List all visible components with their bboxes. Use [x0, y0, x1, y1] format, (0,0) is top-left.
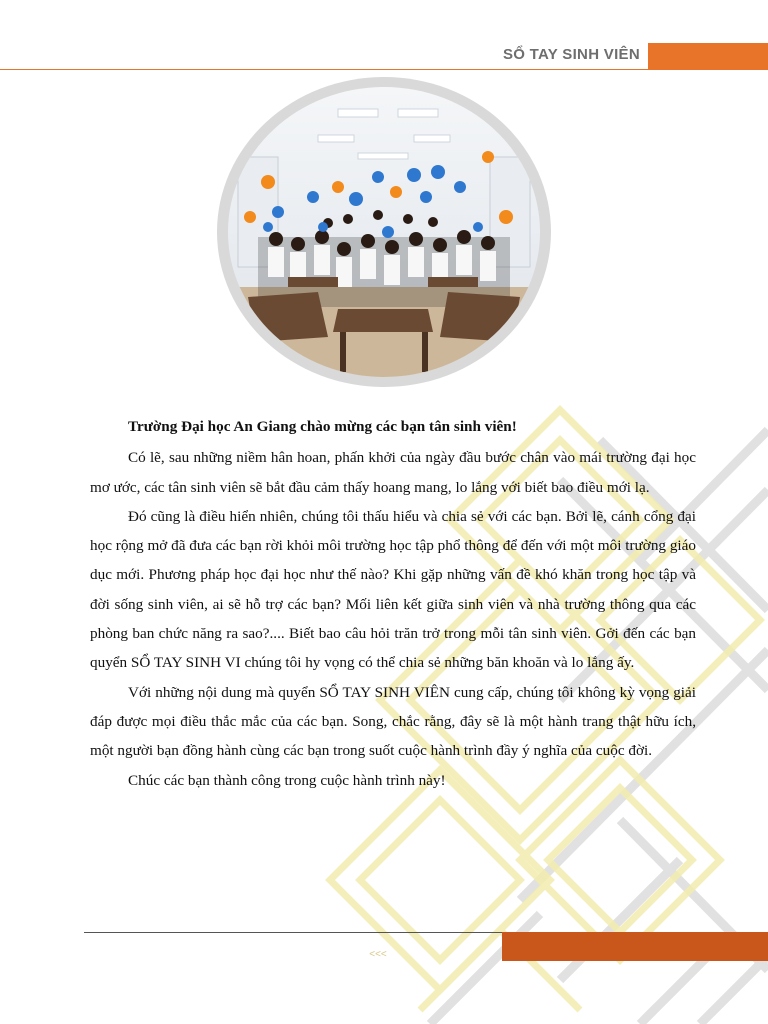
paragraph-4: Chúc các bạn thành công trong cuộc hành trình này!: [128, 771, 446, 789]
footer-accent-bar: [502, 932, 768, 961]
welcome-heading: Trường Đại học An Giang chào mừng các bạn tân sinh viên!: [128, 418, 517, 435]
footer-divider: [84, 932, 504, 933]
header-accent-bar: [648, 43, 768, 69]
header-title: SỔ TAY SINH VIÊN: [502, 46, 640, 63]
welcome-letter: [90, 412, 696, 795]
paragraph-3: Với những nội dung mà quyển SỔ TAY SINH VIÊN cung cấp, chúng tôi không kỳ vọng giải đáp được mọi điều thắc mắc của các bạn. Song, chắc rằng, đây sẽ là một hành trang thật hữu ích, một người bạn đồng hành cùng các bạn trong suốt cuộc hành trình đầy ý nghĩa của cuộc đời.: [90, 683, 696, 760]
paragraph-2: Đó cũng là điều hiển nhiên, chúng tôi thấu hiểu và chia sẻ với các bạn. Bởi lẽ, cánh cổng đại học rộng mở đã đưa các bạn rời khỏi môi trường học tập phổ thông để đến với một môi trường giáo dục mới. Phương pháp học đại học như thế nào? Khi gặp những vấn đề khó khăn trong học tập và đời sống sinh viên, ai sẽ hỗ trợ các bạn? Mối liên kết giữa sinh viên và nhà trường thông qua các phòng ban chức năng ra sao?.... Biết bao câu hỏi trăn trở trong mỗi tân sinh viên. Gởi đến các bạn quyển SỔ TAY SINH VI chúng tôi hy vọng có thể chia sẻ những băn khoăn và lo lắng ấy.: [90, 507, 696, 672]
paragraph-1: Có lẽ, sau những niềm hân hoan, phấn khởi của ngày đầu bước chân vào mái trường đại học mơ ước, các tân sinh viên sẽ bắt đầu cảm thấy hoang mang, lo lắng với biết bao điều mới lạ.: [90, 449, 696, 496]
classroom-photo: [228, 87, 540, 377]
page-number: <<<: [369, 949, 387, 960]
header-divider: [0, 69, 768, 70]
